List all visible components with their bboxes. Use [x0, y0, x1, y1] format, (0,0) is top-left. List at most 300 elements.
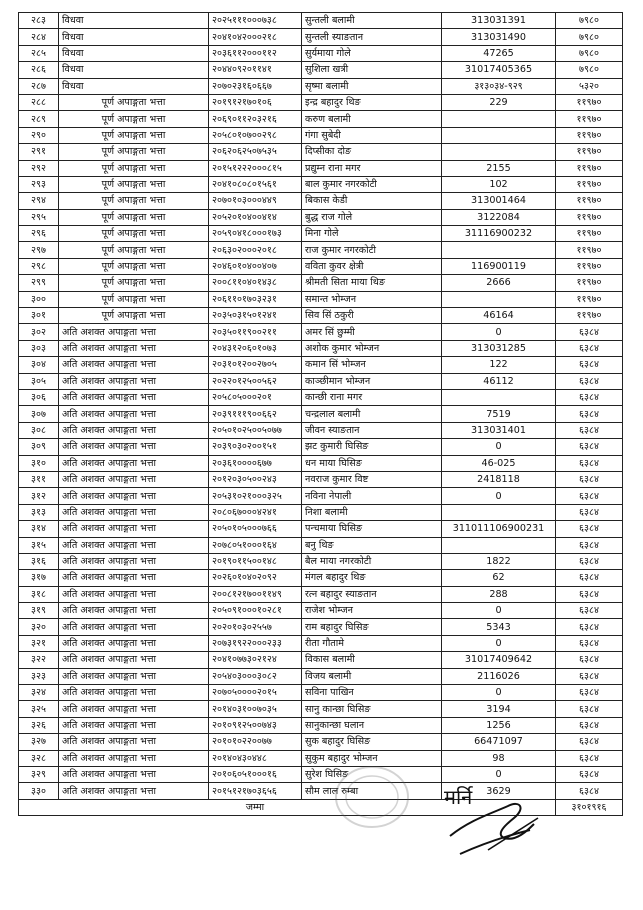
amount-cell: ७९८०	[556, 62, 623, 78]
category-cell: अति अशक्त अपाङ्गता भत्ता	[59, 701, 209, 717]
account-number-cell: 0	[442, 603, 556, 619]
account-number-cell: 0	[442, 685, 556, 701]
id-number-cell: २०१४०४३०४४८	[209, 750, 302, 766]
name-cell: सौम लाल रुम्बा	[302, 783, 442, 799]
serial-number-cell: ३१३	[19, 504, 59, 520]
serial-number-cell: ३१०	[19, 455, 59, 471]
name-cell: पन्चमाया घिसिङ	[302, 521, 442, 537]
id-number-cell: २०१०६०५१०००१६	[209, 766, 302, 782]
id-number-cell: २०५८०५०००२०१	[209, 389, 302, 405]
category-cell: अति अशक्त अपाङ्गता भत्ता	[59, 553, 209, 569]
category-cell: पूर्ण अपाङ्गता भत्ता	[59, 160, 209, 176]
amount-cell: ६३८४	[556, 685, 623, 701]
table-row	[19, 537, 623, 553]
serial-number-cell: ३०९	[19, 439, 59, 455]
id-number-cell: २०७०१०३०००४४९	[209, 193, 302, 209]
table-row	[19, 291, 623, 307]
account-number-cell: 2418118	[442, 471, 556, 487]
id-number-cell: २०१९०११५००१४८	[209, 553, 302, 569]
account-number-cell: 62	[442, 570, 556, 586]
account-number-cell: 313001464	[442, 193, 556, 209]
category-cell: पूर्ण अपाङ्गता भत्ता	[59, 127, 209, 143]
serial-number-cell: २८३	[19, 13, 59, 29]
name-cell: सुन्तली स्याङतान	[302, 29, 442, 45]
serial-number-cell: ३०५	[19, 373, 59, 389]
name-cell: सुरेश घिसिङ	[302, 766, 442, 782]
serial-number-cell: २९१	[19, 144, 59, 160]
table-row	[19, 144, 623, 160]
id-number-cell: २०४३१२०६०१०७३	[209, 340, 302, 356]
document-sheet	[18, 12, 622, 816]
category-cell: पूर्ण अपाङ्गता भत्ता	[59, 226, 209, 242]
amount-cell: ६३८४	[556, 471, 623, 487]
table-row	[19, 94, 623, 110]
id-number-cell: २०६९०११२०३२१६	[209, 111, 302, 127]
category-cell: पूर्ण अपाङ्गता भत्ता	[59, 242, 209, 258]
table-row	[19, 29, 623, 45]
signature-text: मर्नि	[444, 785, 473, 809]
category-cell: अति अशक्त अपाङ्गता भत्ता	[59, 750, 209, 766]
serial-number-cell: ३२१	[19, 635, 59, 651]
amount-cell: ७९८०	[556, 29, 623, 45]
id-number-cell: २०५९०४१८०००१७३	[209, 226, 302, 242]
name-cell: समान्त भोम्जन	[302, 291, 442, 307]
table-row	[19, 652, 623, 668]
serial-number-cell: ३२४	[19, 685, 59, 701]
table-row	[19, 127, 623, 143]
name-cell: सिव सिं ठकुरी	[302, 308, 442, 324]
category-cell: अति अशक्त अपाङ्गता भत्ता	[59, 570, 209, 586]
id-number-cell: २०२६०१०४०२०९२	[209, 570, 302, 586]
account-number-cell: 98	[442, 750, 556, 766]
amount-cell: ११९७०	[556, 94, 623, 110]
name-cell: कमान सिं भोम्जन	[302, 357, 442, 373]
id-number-cell: २०५०९१०००१०२८१	[209, 603, 302, 619]
table-row	[19, 111, 623, 127]
account-number-cell: 0	[442, 324, 556, 340]
category-cell: पूर्ण अपाङ्गता भत्ता	[59, 291, 209, 307]
serial-number-cell: ३०७	[19, 406, 59, 422]
table-row	[19, 13, 623, 29]
amount-cell: ६३८४	[556, 717, 623, 733]
name-cell: रीता गौतामे	[302, 635, 442, 651]
amount-cell: ६३८४	[556, 389, 623, 405]
serial-number-cell: २९९	[19, 275, 59, 291]
account-number-cell	[442, 144, 556, 160]
name-cell: मंगल बहादुर थिङ	[302, 570, 442, 586]
name-cell: सानुकान्छा घलान	[302, 717, 442, 733]
name-cell: वविता कुवर क्षेत्री	[302, 258, 442, 274]
serial-number-cell: २९६	[19, 226, 59, 242]
category-cell: अति अशक्त अपाङ्गता भत्ता	[59, 766, 209, 782]
serial-number-cell: २९०	[19, 127, 59, 143]
category-cell: विधवा	[59, 62, 209, 78]
account-number-cell	[442, 127, 556, 143]
name-cell: सुशिला खत्री	[302, 62, 442, 78]
amount-cell: ६३८४	[556, 750, 623, 766]
serial-number-cell: २९४	[19, 193, 59, 209]
category-cell: विधवा	[59, 78, 209, 94]
account-number-cell: 5343	[442, 619, 556, 635]
id-number-cell: २०४१०८०८०१५६१	[209, 176, 302, 192]
amount-cell: ६३८४	[556, 357, 623, 373]
category-cell: पूर्ण अपाङ्गता भत्ता	[59, 144, 209, 160]
account-number-cell: 0	[442, 488, 556, 504]
table-row	[19, 78, 623, 94]
name-cell: बैल माया नगरकोटी	[302, 553, 442, 569]
name-cell: सृष्मा बलामी	[302, 78, 442, 94]
name-cell: इन्द्र बहादुर थिङ	[302, 94, 442, 110]
serial-number-cell: ३०६	[19, 389, 59, 405]
serial-number-cell: २८६	[19, 62, 59, 78]
amount-cell: ६३८४	[556, 340, 623, 356]
id-number-cell: २०५२०१०४००४१४	[209, 209, 302, 225]
account-number-cell	[442, 389, 556, 405]
serial-number-cell: २९२	[19, 160, 59, 176]
id-number-cell: २०२२०१२५००५६२	[209, 373, 302, 389]
category-cell: अति अशक्त अपाङ्गता भत्ता	[59, 685, 209, 701]
serial-number-cell: ३१४	[19, 521, 59, 537]
amount-cell: ६३८४	[556, 553, 623, 569]
serial-number-cell: ३०४	[19, 357, 59, 373]
account-number-cell: 311011106900231	[442, 521, 556, 537]
account-number-cell	[442, 537, 556, 553]
account-number-cell: 313031490	[442, 29, 556, 45]
id-number-cell: २०७०५००००२०१५	[209, 685, 302, 701]
account-number-cell: 46112	[442, 373, 556, 389]
amount-cell: ११९७०	[556, 291, 623, 307]
id-number-cell: २०३६११२०००११२	[209, 45, 302, 61]
id-number-cell: २०४१०४२०००२१८	[209, 29, 302, 45]
category-cell: अति अशक्त अपाङ्गता भत्ता	[59, 635, 209, 651]
table-row	[19, 635, 623, 651]
id-number-cell: २०३५०११९००२११	[209, 324, 302, 340]
category-cell: अति अशक्त अपाङ्गता भत्ता	[59, 537, 209, 553]
table-row	[19, 685, 623, 701]
name-cell: बिकास केडी	[302, 193, 442, 209]
name-cell: अमर सिं छुम्मी	[302, 324, 442, 340]
amount-cell: ११९७०	[556, 209, 623, 225]
table-row	[19, 258, 623, 274]
category-cell: अति अशक्त अपाङ्गता भत्ता	[59, 521, 209, 537]
handwritten-signature	[430, 778, 550, 878]
serial-number-cell: ३१५	[19, 537, 59, 553]
name-cell: सुर्यमाया गोले	[302, 45, 442, 61]
name-cell: मिना गोले	[302, 226, 442, 242]
table-row	[19, 373, 623, 389]
amount-cell: ११९७०	[556, 144, 623, 160]
account-number-cell: 0	[442, 635, 556, 651]
id-number-cell: २०५८०१०७००२९८	[209, 127, 302, 143]
total-empty-cell	[59, 799, 209, 815]
account-number-cell: 2155	[442, 160, 556, 176]
serial-number-cell: २८५	[19, 45, 59, 61]
table-row	[19, 209, 623, 225]
serial-number-cell: ३२८	[19, 750, 59, 766]
table-row	[19, 406, 623, 422]
amount-cell: ६३८४	[556, 504, 623, 520]
category-cell: अति अशक्त अपाङ्गता भत्ता	[59, 373, 209, 389]
serial-number-cell: २८७	[19, 78, 59, 94]
id-number-cell: २०१५१२१७०३६५६	[209, 783, 302, 799]
account-number-cell: 102	[442, 176, 556, 192]
serial-number-cell: ३१२	[19, 488, 59, 504]
amount-cell: ६३८४	[556, 570, 623, 586]
table-row	[19, 45, 623, 61]
amount-cell: ११९७०	[556, 275, 623, 291]
account-number-cell: 229	[442, 94, 556, 110]
amount-cell: ७९८०	[556, 45, 623, 61]
account-number-cell: 122	[442, 357, 556, 373]
name-cell: विकास बलामी	[302, 652, 442, 668]
table-row	[19, 553, 623, 569]
id-number-cell: २०२०१०३०२५५७	[209, 619, 302, 635]
table-row	[19, 160, 623, 176]
serial-number-cell: ३३०	[19, 783, 59, 799]
table-row	[19, 193, 623, 209]
category-cell: पूर्ण अपाङ्गता भत्ता	[59, 193, 209, 209]
name-cell: अशोक कुमार भोम्जन	[302, 340, 442, 356]
account-number-cell: 3194	[442, 701, 556, 717]
category-cell: अति अशक्त अपाङ्गता भत्ता	[59, 422, 209, 438]
table-row	[19, 324, 623, 340]
id-number-cell: २०१२०३०५००२४३	[209, 471, 302, 487]
id-number-cell: २००८१२१७००११४९	[209, 586, 302, 602]
id-number-cell: २०३९१११९००६६२	[209, 406, 302, 422]
category-cell: अति अशक्त अपाङ्गता भत्ता	[59, 717, 209, 733]
serial-number-cell: ३१६	[19, 553, 59, 569]
table-row	[19, 242, 623, 258]
table-row	[19, 62, 623, 78]
serial-number-cell: ३०८	[19, 422, 59, 438]
id-number-cell: २०४१०७७३०२१२४	[209, 652, 302, 668]
official-stamp	[332, 762, 412, 832]
id-number-cell: २०७३१९२२०००२३३	[209, 635, 302, 651]
name-cell: रत्न बहादुर स्याङतान	[302, 586, 442, 602]
table-body	[19, 13, 623, 800]
amount-cell: ११९७०	[556, 176, 623, 192]
id-number-cell: २०१०१०२२००७७	[209, 734, 302, 750]
account-number-cell: 31017405365	[442, 62, 556, 78]
id-number-cell: २०७८०५१०००१६४	[209, 537, 302, 553]
table-row	[19, 308, 623, 324]
id-number-cell: २०५४०३०००३०८२	[209, 668, 302, 684]
category-cell: अति अशक्त अपाङ्गता भत्ता	[59, 471, 209, 487]
table-row	[19, 504, 623, 520]
serial-number-cell: ३१७	[19, 570, 59, 586]
category-cell: अति अशक्त अपाङ्गता भत्ता	[59, 603, 209, 619]
id-number-cell: २०६११०१७०३२३१	[209, 291, 302, 307]
category-cell: पूर्ण अपाङ्गता भत्ता	[59, 94, 209, 110]
table-row	[19, 340, 623, 356]
category-cell: अति अशक्त अपाङ्गता भत्ता	[59, 324, 209, 340]
account-number-cell	[442, 242, 556, 258]
amount-cell: ६३८४	[556, 586, 623, 602]
serial-number-cell: २८९	[19, 111, 59, 127]
serial-number-cell: ३१९	[19, 603, 59, 619]
total-empty-cell	[19, 799, 59, 815]
name-cell: सविना पाखिन	[302, 685, 442, 701]
amount-cell: ६३८४	[556, 603, 623, 619]
id-number-cell: २००८११०४०१४३८	[209, 275, 302, 291]
amount-cell: ६३८४	[556, 521, 623, 537]
account-number-cell: 31017409642	[442, 652, 556, 668]
table-row	[19, 603, 623, 619]
name-cell: जीवन स्याङतान	[302, 422, 442, 438]
table-row	[19, 586, 623, 602]
id-number-cell: २०३९०३०२००१५१	[209, 439, 302, 455]
name-cell: दिप्सीका दोङ	[302, 144, 442, 160]
id-number-cell: २०३५०३१५०१२४१	[209, 308, 302, 324]
account-number-cell: 313031285	[442, 340, 556, 356]
amount-cell: ११९७०	[556, 160, 623, 176]
amount-cell: ५३२०	[556, 78, 623, 94]
account-number-cell: 288	[442, 586, 556, 602]
table-row	[19, 570, 623, 586]
table-row	[19, 226, 623, 242]
amount-cell: ६३८४	[556, 439, 623, 455]
account-number-cell: 7519	[442, 406, 556, 422]
table-row	[19, 422, 623, 438]
serial-number-cell: ३२३	[19, 668, 59, 684]
category-cell: विधवा	[59, 13, 209, 29]
serial-number-cell: २८४	[19, 29, 59, 45]
amount-cell: ७९८०	[556, 13, 623, 29]
name-cell: राजेश भोम्जन	[302, 603, 442, 619]
account-number-cell: 3122084	[442, 209, 556, 225]
id-number-cell: २०५०१०५०००७६६	[209, 521, 302, 537]
amount-cell: ६३८४	[556, 668, 623, 684]
serial-number-cell: ३०२	[19, 324, 59, 340]
name-cell: गंगा सुबेदी	[302, 127, 442, 143]
category-cell: अति अशक्त अपाङ्गता भत्ता	[59, 504, 209, 520]
account-number-cell: ३१३०३४-९२९	[442, 78, 556, 94]
name-cell: सुकुम बहादुर भोम्जन	[302, 750, 442, 766]
table-row	[19, 357, 623, 373]
name-cell: नविना नेपाली	[302, 488, 442, 504]
id-number-cell: २०६३०२०००२०१८	[209, 242, 302, 258]
account-number-cell: 3629	[442, 783, 556, 799]
amount-cell: ६३८४	[556, 537, 623, 553]
category-cell: अति अशक्त अपाङ्गता भत्ता	[59, 734, 209, 750]
category-cell: विधवा	[59, 45, 209, 61]
name-cell: कान्छी राना मगर	[302, 389, 442, 405]
account-number-cell: 313031401	[442, 422, 556, 438]
account-number-cell: 47265	[442, 45, 556, 61]
name-cell: नवराज कुमार विष्ट	[302, 471, 442, 487]
table-row	[19, 668, 623, 684]
id-number-cell: २०६२०६२५०७५३५	[209, 144, 302, 160]
amount-cell: ६३८४	[556, 652, 623, 668]
account-number-cell: 1822	[442, 553, 556, 569]
amount-cell: ११९७०	[556, 242, 623, 258]
serial-number-cell: ३०३	[19, 340, 59, 356]
table-row	[19, 455, 623, 471]
id-number-cell: २०४४०९२०११४१	[209, 62, 302, 78]
account-number-cell: 46-025	[442, 455, 556, 471]
name-cell: करुण बलामी	[302, 111, 442, 127]
name-cell: सुन्तली बलामी	[302, 13, 442, 29]
account-number-cell	[442, 111, 556, 127]
id-number-cell: २०५०१०२५००५०७७	[209, 422, 302, 438]
table-row	[19, 275, 623, 291]
id-number-cell: २०३१०१२००२७०५	[209, 357, 302, 373]
category-cell: पूर्ण अपाङ्गता भत्ता	[59, 176, 209, 192]
serial-number-cell: २९३	[19, 176, 59, 192]
category-cell: अति अशक्त अपाङ्गता भत्ता	[59, 439, 209, 455]
amount-cell: ११९७०	[556, 193, 623, 209]
id-number-cell: २०१०९१२५००७४३	[209, 717, 302, 733]
account-number-cell: 2116026	[442, 668, 556, 684]
table-row	[19, 701, 623, 717]
serial-number-cell: ३२६	[19, 717, 59, 733]
table-row	[19, 439, 623, 455]
category-cell: अति अशक्त अपाङ्गता भत्ता	[59, 455, 209, 471]
name-cell: झट कुमारी घिसिङ	[302, 439, 442, 455]
serial-number-cell: ३२९	[19, 766, 59, 782]
serial-number-cell: २८८	[19, 94, 59, 110]
name-cell: धन माया घिसिङ	[302, 455, 442, 471]
total-label: जम्मा	[209, 799, 302, 815]
table-row	[19, 389, 623, 405]
id-number-cell: २०२५१११०००७३८	[209, 13, 302, 29]
category-cell: अति अशक्त अपाङ्गता भत्ता	[59, 619, 209, 635]
name-cell: सानु कान्छा घिसिङ	[302, 701, 442, 717]
serial-number-cell: ३२२	[19, 652, 59, 668]
table-row	[19, 521, 623, 537]
serial-number-cell: ३२०	[19, 619, 59, 635]
amount-cell: ६३८४	[556, 635, 623, 651]
account-number-cell: 46164	[442, 308, 556, 324]
name-cell: श्रीमती सिता माया थिङ	[302, 275, 442, 291]
amount-cell: ११९७०	[556, 111, 623, 127]
name-cell: विजय बलामी	[302, 668, 442, 684]
amount-cell: ६३८४	[556, 455, 623, 471]
amount-cell: ६३८४	[556, 619, 623, 635]
category-cell: अति अशक्त अपाङ्गता भत्ता	[59, 389, 209, 405]
account-number-cell	[442, 291, 556, 307]
table-row	[19, 619, 623, 635]
name-cell: बनु थिङ	[302, 537, 442, 553]
amount-cell: ६३८४	[556, 422, 623, 438]
name-cell: चन्द्रलाल बलामी	[302, 406, 442, 422]
amount-cell: ६३८४	[556, 734, 623, 750]
serial-number-cell: ३२५	[19, 701, 59, 717]
table-row	[19, 488, 623, 504]
table-row	[19, 471, 623, 487]
id-number-cell: २०३६१००००६७७	[209, 455, 302, 471]
amount-cell: ११९७०	[556, 258, 623, 274]
category-cell: अति अशक्त अपाङ्गता भत्ता	[59, 652, 209, 668]
total-amount: ३१०१९१६	[556, 799, 623, 815]
name-cell: निशा बलामी	[302, 504, 442, 520]
category-cell: अति अशक्त अपाङ्गता भत्ता	[59, 357, 209, 373]
serial-number-cell: ३११	[19, 471, 59, 487]
amount-cell: ६३८४	[556, 373, 623, 389]
account-number-cell: 0	[442, 439, 556, 455]
id-number-cell: २०१९१२१७०१०६	[209, 94, 302, 110]
table-row	[19, 734, 623, 750]
category-cell: अति अशक्त अपाङ्गता भत्ता	[59, 488, 209, 504]
account-number-cell: 0	[442, 766, 556, 782]
account-number-cell: 66471097	[442, 734, 556, 750]
amount-cell: ११९७०	[556, 308, 623, 324]
account-number-cell: 313031391	[442, 13, 556, 29]
id-number-cell: २०७०२३१६०६६७	[209, 78, 302, 94]
table-row	[19, 717, 623, 733]
category-cell: अति अशक्त अपाङ्गता भत्ता	[59, 340, 209, 356]
name-cell: बाल कुमार नगरकोटी	[302, 176, 442, 192]
